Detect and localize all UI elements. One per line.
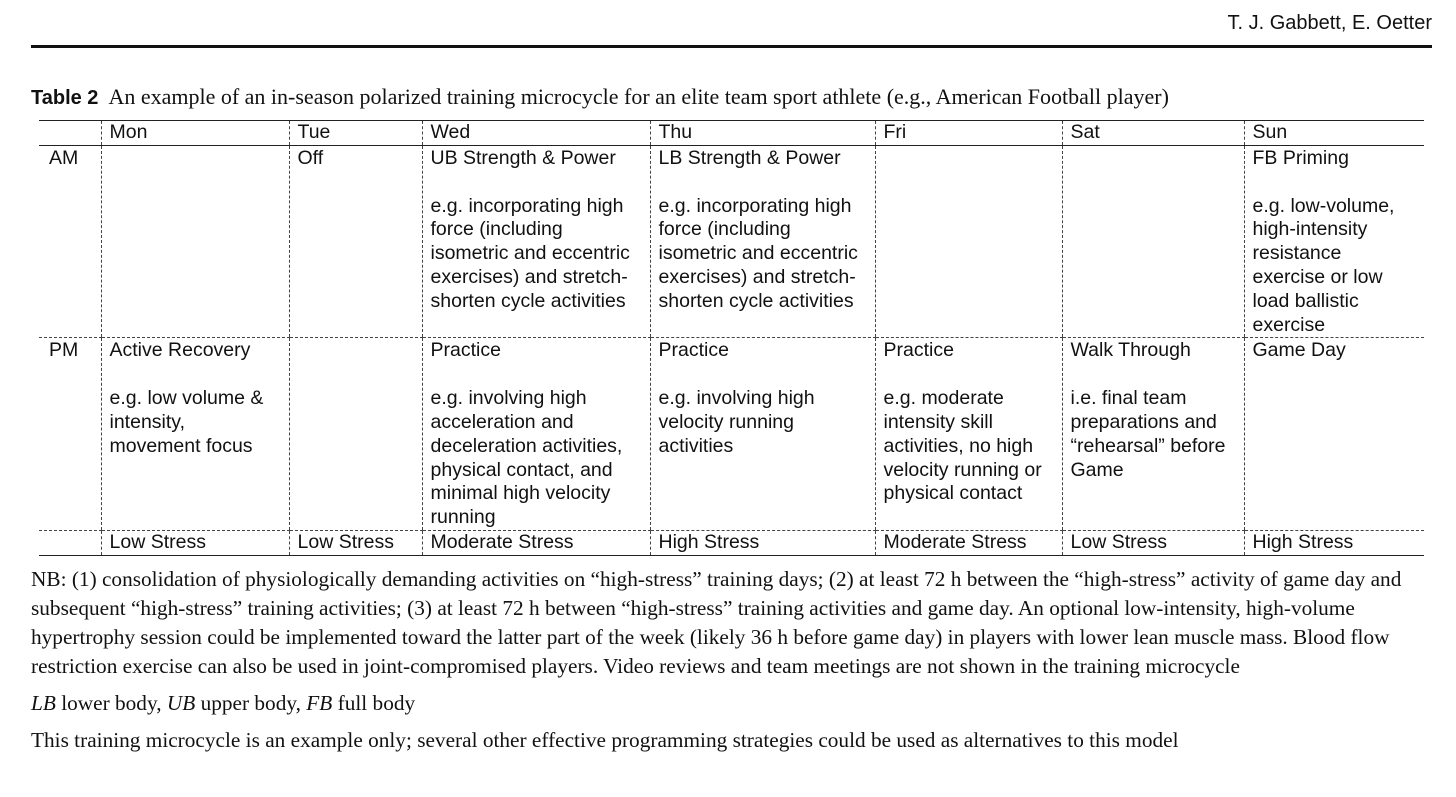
session-description: i.e. final team preparations and “rehearsal” before Game <box>1070 387 1226 481</box>
session-title: LB Strength & Power <box>658 146 841 169</box>
session-title: Active Recovery <box>109 339 251 362</box>
session-description: e.g. involving high acceleration and deceleration activities, physical contact, and minimal high velocity running <box>430 387 623 529</box>
table-caption-text: An example of an in-season polarized training microcycle for an elite team sport athlete (e.g., American Football player) <box>108 84 1169 109</box>
session-cell <box>422 145 650 338</box>
session-cell <box>875 338 1062 531</box>
session-label: AM <box>39 145 101 338</box>
session-title: UB Strength & Power <box>430 146 616 169</box>
table-notes <box>31 565 1432 763</box>
session-cell <box>289 145 422 338</box>
session-cell <box>875 145 1062 338</box>
session-label: PM <box>39 338 101 531</box>
stress-label-cell <box>39 530 101 555</box>
session-title: Practice <box>883 339 954 362</box>
pm-row <box>39 338 1424 531</box>
session-title: FB Priming <box>1252 146 1349 169</box>
running-head-authors: T. J. Gabbett, E. Oetter <box>1227 12 1432 34</box>
abbreviation-meaning: upper body <box>200 691 296 715</box>
day-header: Sat <box>1062 121 1244 146</box>
stress-level: Low Stress <box>101 530 289 555</box>
session-title: Practice <box>658 339 729 362</box>
stress-level: Low Stress <box>289 530 422 555</box>
session-description: e.g. incorporating high force (including isometric and eccentric exercises) and stretch-shorten cycle activities <box>658 194 858 312</box>
session-description: e.g. low-volume, high-intensity resistance exercise or low load ballistic exercise <box>1252 194 1395 336</box>
session-cell <box>650 145 875 338</box>
session-cell <box>422 338 650 531</box>
session-cell <box>1244 338 1424 531</box>
microcycle-table <box>39 120 1424 556</box>
abbreviation: FB <box>306 691 333 715</box>
session-cell <box>101 338 289 531</box>
day-header: Wed <box>422 121 650 146</box>
header-corner-cell <box>39 121 101 146</box>
stress-level: High Stress <box>650 530 875 555</box>
nb-note: NB: (1) consolidation of physiologically demanding activities on “high-stress” training days; (2) at least 72 h between the “high-stress” activity of game day and subsequent “high-stress” training activities; (3) at least 72 h between “high-stress” training activities and game day. An optional low-intensity, high-volume hypertrophy session could be implemented toward the latter part of the week (likely 36 h before game day) in players with lower lean muscle mass. Blood flow restriction exercise can also be used in joint-compromised players. Video reviews and team meetings are not shown in the training microcycle <box>31 567 1402 678</box>
am-row <box>39 145 1424 338</box>
session-cell <box>1244 145 1424 338</box>
stress-row <box>39 530 1424 555</box>
day-header: Mon <box>101 121 289 146</box>
stress-level: High Stress <box>1244 530 1424 555</box>
stress-level: Low Stress <box>1062 530 1244 555</box>
abbreviation-meaning: lower body <box>61 691 157 715</box>
abbreviations-note: LB lower body, UB upper body, FB full body <box>31 691 416 715</box>
stress-level: Moderate Stress <box>875 530 1062 555</box>
session-cell <box>1062 338 1244 531</box>
session-cell <box>650 338 875 531</box>
table-label: Table 2 <box>31 87 99 109</box>
abbreviation-meaning: full body <box>337 691 416 715</box>
abbreviation: LB <box>31 691 56 715</box>
session-cell <box>289 338 422 531</box>
session-cell <box>101 145 289 338</box>
session-cell <box>1062 145 1244 338</box>
session-description: e.g. moderate intensity skill activities, no high velocity running or physical contact <box>883 387 1042 505</box>
session-title: Practice <box>430 339 501 362</box>
session-description: e.g. incorporating high force (including isometric and eccentric exercises) and stretch-shorten cycle activities <box>430 194 630 312</box>
session-description: e.g. involving high velocity running activities <box>658 387 815 457</box>
header-rule <box>31 45 1432 48</box>
day-header: Thu <box>650 121 875 146</box>
session-title: Off <box>297 146 324 169</box>
session-title: Game Day <box>1252 339 1346 362</box>
day-header: Fri <box>875 121 1062 146</box>
table-header-row <box>39 121 1424 146</box>
abbreviation: UB <box>166 691 196 715</box>
stress-level: Moderate Stress <box>422 530 650 555</box>
table-caption <box>31 84 1169 110</box>
disclaimer-note: This training microcycle is an example only; several other effective programming strategies could be used as alternatives to this model <box>31 728 1179 752</box>
session-title: Walk Through <box>1070 339 1191 362</box>
session-description: e.g. low volume & intensity, movement focus <box>109 387 264 457</box>
day-header: Tue <box>289 121 422 146</box>
day-header: Sun <box>1244 121 1424 146</box>
